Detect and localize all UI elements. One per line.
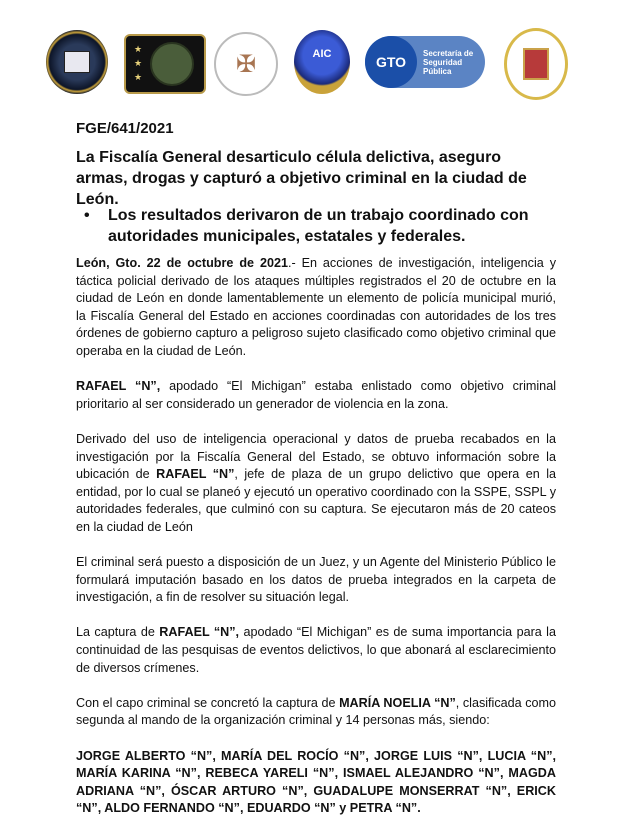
paragraph-3-text-a: Derivado del uso de inteligencia operacional y datos de prueba recabados en la investigación por la Fiscalía General del Estado, se obtuvo información sobre la ubicación de xyxy=(76,431,556,482)
gto-sspe-logo xyxy=(365,36,485,88)
name-bold: MARÍA NOELIA “N” xyxy=(339,695,456,710)
sspl-leon-logo xyxy=(504,28,568,100)
name-bold: RAFAEL “N” xyxy=(156,467,235,482)
paragraph-3 xyxy=(76,431,556,537)
document-code: FGE/641/2021 xyxy=(76,120,174,137)
paragraph-1-text: .- En acciones de investigación, inteligencia y táctica policial derivado de los ataques múltiples registrados el 20 de octubre en la ciudad de León en donde lamentablemente un elemento de policía municipal murió, la Fiscalía General del Estado en acciones coordinadas con autoridades de los tres órdenes de gobierno capturo a peligroso sujeto clasificado como objetivo criminal que operaba en la ciudad de León. xyxy=(76,256,556,358)
bullet-icon: • xyxy=(84,207,90,224)
sspe-logo-text: Secretaría de Seguridad Pública xyxy=(423,48,474,76)
name-bold: RAFAEL “N”, xyxy=(159,625,240,640)
paragraph-5 xyxy=(76,624,556,677)
paragraph-3-text-c: , jefe de plaza de un grupo delictivo que opera en la entidad, por lo cual se planeó y ejecutó un operativo coordinado con la SSPE, SSPL y autoridades federales, que culminó con su captura. Se ejecutaron más de 20 cateos en la ciudad de León xyxy=(76,467,557,534)
aic-logo xyxy=(294,30,350,94)
paragraph-6 xyxy=(76,695,556,730)
paragraph-4: El criminal será puesto a disposición de un Juez, y un Agente del Ministerio Público le formulará imputación basado en los datos de prueba integrados en la carpeta de investigación, a fin de resolver su situación legal. xyxy=(76,555,556,605)
bullet-text: Los resultados derivaron de un trabajo coordinado con autoridades municipales, estatales y federales. xyxy=(108,207,529,245)
eagle-icon: ✠ xyxy=(235,50,257,78)
gto-logo-text: GTO xyxy=(365,36,417,88)
bullet-point xyxy=(84,205,556,247)
paragraph-6-text-a: Con el capo criminal se concretó la captura de xyxy=(76,695,340,710)
paragraph-2-text: apodado “El Michigan” estaba enlistado como objetivo criminal prioritario al ser considerado un generador de violencia en la zona. xyxy=(76,379,556,411)
headline: La Fiscalía General desarticulo célula delictiva, aseguro armas, drogas y capturó a objetivo criminal en la ciudad de León. xyxy=(76,149,527,208)
names-list: JORGE ALBERTO “N”, MARÍA DEL ROCÍO “N”, JORGE LUIS “N”, LUCIA “N”, MARÍA KARINA “N”, REBECA YARELI “N”, ISMAEL ALEJANDRO “N”, MAGDA ADRIANA “N”, ÓSCAR ARTURO “N”, GUADALUPE MONSERRAT “N”, ERICK “N”, ALDO FERNANDO “N”, EDUARDO “N” y PETRA “N”. xyxy=(76,748,556,816)
body xyxy=(76,255,556,836)
name-bold: RAFAEL “N”, xyxy=(76,379,161,394)
dateline: León, Gto. 22 de octubre de 2021 xyxy=(76,256,288,270)
paragraph-1 xyxy=(76,255,556,361)
guardia-nacional-logo xyxy=(214,32,278,96)
stars-icon: ★ ★ ★ xyxy=(134,44,143,82)
aic-logo-text: AIC xyxy=(312,48,332,60)
paragraph-5-text-c: apodado “El Michigan” es de suma importancia para la continuidad de las pesquisas de eventos delictivos, lo que abonará al esclarecimiento de diversos crímenes. xyxy=(76,625,556,675)
paragraph-6-text-c: , clasificada como segunda al mando de la organización criminal y 14 personas más, siendo: xyxy=(76,695,557,728)
paragraph-2 xyxy=(76,378,556,413)
fiscalia-logo xyxy=(46,30,108,94)
paragraph-5-text-a: La captura de xyxy=(76,625,160,640)
military-stars-logo xyxy=(124,34,206,94)
logo-strip xyxy=(40,26,600,98)
